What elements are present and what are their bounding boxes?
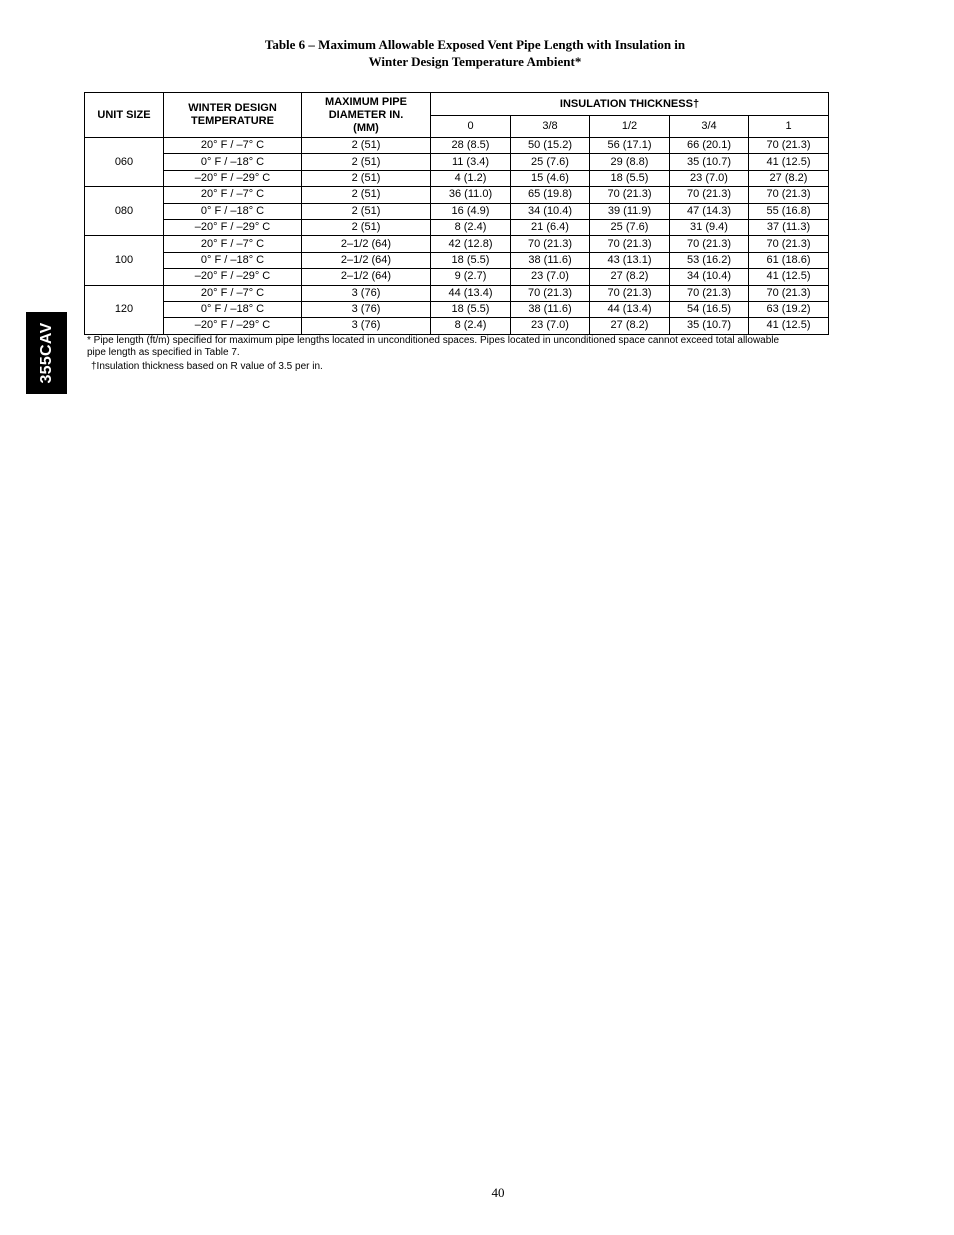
table-title <box>0 36 950 70</box>
table-footnotes <box>87 335 867 373</box>
length-cell: 25 (7.6) <box>590 219 670 235</box>
length-cell: 27 (8.2) <box>749 170 829 186</box>
pipe-diameter-cell: 3 (76) <box>302 285 431 301</box>
pipe-diameter-cell: 3 (76) <box>302 318 431 334</box>
length-cell: 8 (2.4) <box>431 219 511 235</box>
temperature-cell: 0° F / –18° C <box>164 154 302 170</box>
header-unit-size: UNIT SIZE <box>85 93 164 138</box>
length-cell: 16 (4.9) <box>431 203 511 219</box>
pipe-diameter-cell: 2 (51) <box>302 203 431 219</box>
table-row <box>85 219 829 235</box>
table-row <box>85 236 829 252</box>
table-row <box>85 301 829 317</box>
length-cell: 34 (10.4) <box>511 203 590 219</box>
temperature-cell: –20° F / –29° C <box>164 219 302 235</box>
header-thickness-1: 3/8 <box>511 116 590 138</box>
length-cell: 23 (7.0) <box>511 318 590 334</box>
length-cell: 27 (8.2) <box>590 269 670 285</box>
header-thickness-2: 1/2 <box>590 116 670 138</box>
length-cell: 18 (5.5) <box>431 301 511 317</box>
temperature-cell: 0° F / –18° C <box>164 203 302 219</box>
table-row <box>85 318 829 334</box>
length-cell: 65 (19.8) <box>511 187 590 203</box>
length-cell: 4 (1.2) <box>431 170 511 186</box>
unit-size-cell: 080 <box>85 187 164 236</box>
length-cell: 18 (5.5) <box>431 252 511 268</box>
table-row <box>85 203 829 219</box>
header-pipe-line1: MAXIMUM PIPE <box>325 95 407 108</box>
unit-size-cell: 120 <box>85 285 164 334</box>
length-cell: 27 (8.2) <box>590 318 670 334</box>
length-cell: 41 (12.5) <box>749 318 829 334</box>
side-tab-label: 355CAV <box>37 322 55 384</box>
table-body <box>85 138 829 335</box>
temperature-cell: 0° F / –18° C <box>164 301 302 317</box>
table-row <box>85 187 829 203</box>
length-cell: 53 (16.2) <box>670 252 749 268</box>
length-cell: 63 (19.2) <box>749 301 829 317</box>
length-cell: 28 (8.5) <box>431 138 511 154</box>
length-cell: 11 (3.4) <box>431 154 511 170</box>
length-cell: 70 (21.3) <box>749 236 829 252</box>
length-cell: 70 (21.3) <box>511 236 590 252</box>
pipe-diameter-cell: 2 (51) <box>302 219 431 235</box>
footnote-insulation: †Insulation thickness based on R value of 3.5 per in. <box>91 361 323 372</box>
unit-size-cell: 100 <box>85 236 164 285</box>
table-row <box>85 138 829 154</box>
length-cell: 70 (21.3) <box>590 285 670 301</box>
table-row <box>85 252 829 268</box>
length-cell: 50 (15.2) <box>511 138 590 154</box>
length-cell: 35 (10.7) <box>670 154 749 170</box>
length-cell: 70 (21.3) <box>670 285 749 301</box>
header-max-pipe-diameter <box>302 93 431 138</box>
header-winter-design-temperature <box>164 93 302 138</box>
length-cell: 39 (11.9) <box>590 203 670 219</box>
length-cell: 44 (13.4) <box>590 301 670 317</box>
pipe-diameter-cell: 2–1/2 (64) <box>302 269 431 285</box>
length-cell: 36 (11.0) <box>431 187 511 203</box>
temperature-cell: –20° F / –29° C <box>164 170 302 186</box>
length-cell: 44 (13.4) <box>431 285 511 301</box>
header-thickness-0: 0 <box>431 116 511 138</box>
temperature-cell: 20° F / –7° C <box>164 236 302 252</box>
length-cell: 70 (21.3) <box>670 236 749 252</box>
length-cell: 21 (6.4) <box>511 219 590 235</box>
table-row <box>85 154 829 170</box>
side-tab <box>26 312 67 394</box>
vent-pipe-length-table <box>84 92 829 335</box>
length-cell: 29 (8.8) <box>590 154 670 170</box>
length-cell: 23 (7.0) <box>670 170 749 186</box>
header-insulation-thickness: INSULATION THICKNESS† <box>431 93 829 116</box>
table-header <box>85 93 829 138</box>
length-cell: 70 (21.3) <box>590 187 670 203</box>
table-title-line2: Winter Design Temperature Ambient* <box>368 54 582 69</box>
length-cell: 15 (4.6) <box>511 170 590 186</box>
temperature-cell: –20° F / –29° C <box>164 318 302 334</box>
length-cell: 70 (21.3) <box>590 236 670 252</box>
length-cell: 42 (12.8) <box>431 236 511 252</box>
pipe-diameter-cell: 2–1/2 (64) <box>302 236 431 252</box>
table-row <box>85 285 829 301</box>
length-cell: 43 (13.1) <box>590 252 670 268</box>
length-cell: 25 (7.6) <box>511 154 590 170</box>
length-cell: 47 (14.3) <box>670 203 749 219</box>
length-cell: 70 (21.3) <box>749 138 829 154</box>
pipe-diameter-cell: 2 (51) <box>302 170 431 186</box>
table-row <box>85 170 829 186</box>
length-cell: 54 (16.5) <box>670 301 749 317</box>
length-cell: 66 (20.1) <box>670 138 749 154</box>
temperature-cell: 20° F / –7° C <box>164 285 302 301</box>
footnote-pipe-length <box>87 335 867 359</box>
length-cell: 70 (21.3) <box>749 285 829 301</box>
pipe-diameter-cell: 3 (76) <box>302 301 431 317</box>
length-cell: 37 (11.3) <box>749 219 829 235</box>
pipe-diameter-cell: 2 (51) <box>302 138 431 154</box>
table-title-line1: Table 6 – Maximum Allowable Exposed Vent Pipe Length with Insulation in <box>264 37 686 52</box>
temperature-cell: 0° F / –18° C <box>164 252 302 268</box>
temperature-cell: 20° F / –7° C <box>164 187 302 203</box>
length-cell: 41 (12.5) <box>749 269 829 285</box>
header-pipe-line3: (MM) <box>353 121 379 134</box>
temperature-cell: –20° F / –29° C <box>164 269 302 285</box>
length-cell: 55 (16.8) <box>749 203 829 219</box>
header-thickness-3: 3/4 <box>670 116 749 138</box>
length-cell: 8 (2.4) <box>431 318 511 334</box>
pipe-diameter-cell: 2 (51) <box>302 154 431 170</box>
header-pipe-line2: DIAMETER IN. <box>328 108 404 121</box>
table-row <box>85 269 829 285</box>
length-cell: 18 (5.5) <box>590 170 670 186</box>
pipe-diameter-cell: 2 (51) <box>302 187 431 203</box>
length-cell: 34 (10.4) <box>670 269 749 285</box>
pipe-diameter-cell: 2–1/2 (64) <box>302 252 431 268</box>
length-cell: 70 (21.3) <box>670 187 749 203</box>
unit-size-cell: 060 <box>85 138 164 187</box>
length-cell: 41 (12.5) <box>749 154 829 170</box>
length-cell: 35 (10.7) <box>670 318 749 334</box>
length-cell: 61 (18.6) <box>749 252 829 268</box>
length-cell: 70 (21.3) <box>749 187 829 203</box>
length-cell: 31 (9.4) <box>670 219 749 235</box>
footnote-pipe-length-line2: pipe length as specified in Table 7. <box>87 347 240 358</box>
header-winter-line1: WINTER DESIGN <box>188 102 277 114</box>
temperature-cell: 20° F / –7° C <box>164 138 302 154</box>
length-cell: 38 (11.6) <box>511 252 590 268</box>
length-cell: 56 (17.1) <box>590 138 670 154</box>
length-cell: 70 (21.3) <box>511 285 590 301</box>
header-winter-line2: TEMPERATURE <box>191 115 274 127</box>
length-cell: 9 (2.7) <box>431 269 511 285</box>
length-cell: 23 (7.0) <box>511 269 590 285</box>
length-cell: 38 (11.6) <box>511 301 590 317</box>
footnote-pipe-length-line1: * Pipe length (ft/m) specified for maximum pipe lengths located in unconditioned spaces. Pipes located in unconditioned space cannot exceed total allowable <box>87 335 780 346</box>
page-number: 40 <box>491 1185 505 1200</box>
header-thickness-4: 1 <box>749 116 829 138</box>
